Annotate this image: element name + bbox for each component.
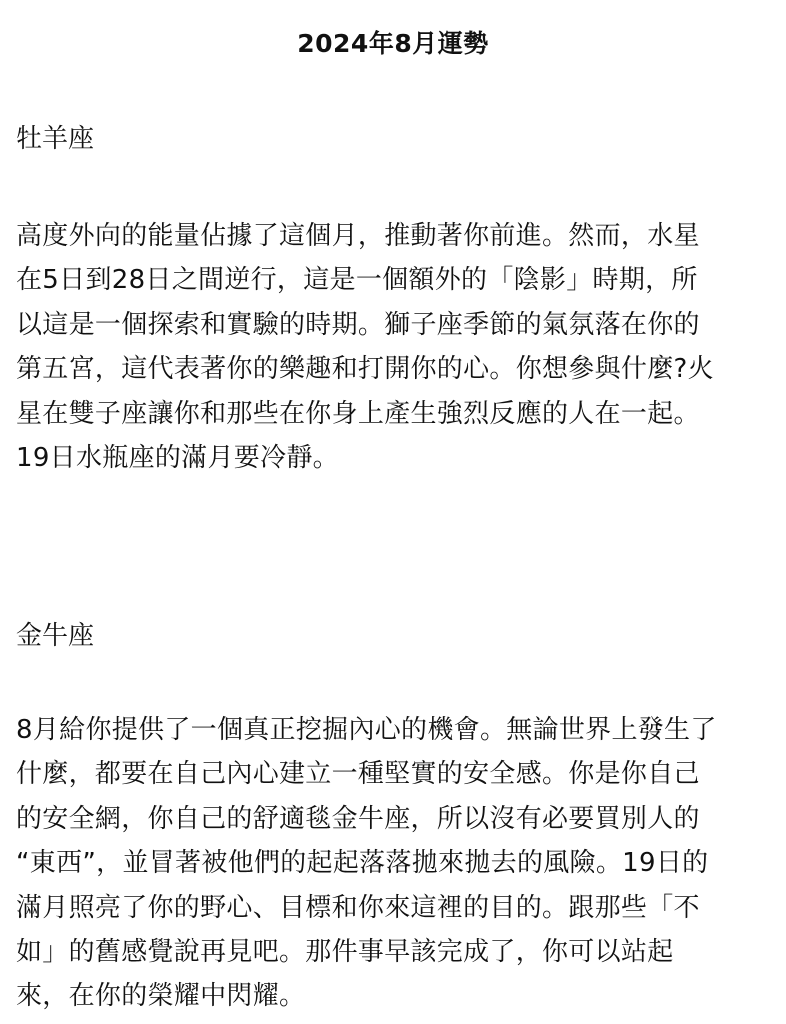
paragraph-line: 在5日到28日之間逆行，這是一個額外的「陰影」時期，所: [16, 265, 698, 296]
paragraph-line: 19日水瓶座的滿月要冷靜。: [16, 443, 339, 474]
paragraph-line: 如」的舊感覺說再見吧。那件事早該完成了，你可以站起: [16, 937, 674, 968]
paragraph-line: 第五宮，這代表著你的樂趣和打開你的心。你想參與什麼?火: [16, 354, 714, 385]
paragraph-line: 的安全網，你自己的舒適毯金牛座，所以沒有必要買別人的: [16, 803, 700, 834]
section-body-taurus: [16, 708, 774, 1019]
paragraph-line: 8月給你提供了一個真正挖掘內心的機會。無論世界上發生了: [16, 715, 717, 745]
section-heading-aries: 牡羊座: [16, 124, 95, 154]
paragraph-line: “東西”，並冒著被他們的起起落落拋來拋去的風險。19日的: [16, 848, 709, 879]
paragraph-line: 高度外向的能量佔據了這個月，推動著你前進。然而，水星: [16, 221, 700, 251]
paragraph-line: 什麼，都要在自己內心建立一種堅實的安全感。你是你自己: [16, 759, 700, 790]
section-body-aries: [16, 214, 774, 480]
paragraph-line: 以這是一個探索和實驗的時期。獅子座季節的氣氛落在你的: [16, 309, 700, 340]
paragraph-line: 星在雙子座讓你和那些在你身上產生強烈反應的人在一起。: [16, 398, 700, 429]
paragraph-line: 滿月照亮了你的野心、目標和你來這裡的目的。跟那些「不: [16, 892, 700, 923]
paragraph-line: 來，在你的榮耀中閃耀。: [16, 981, 306, 1012]
section-heading-taurus: 金牛座: [16, 621, 95, 651]
page-title: 2024年8月運勢: [297, 29, 489, 58]
